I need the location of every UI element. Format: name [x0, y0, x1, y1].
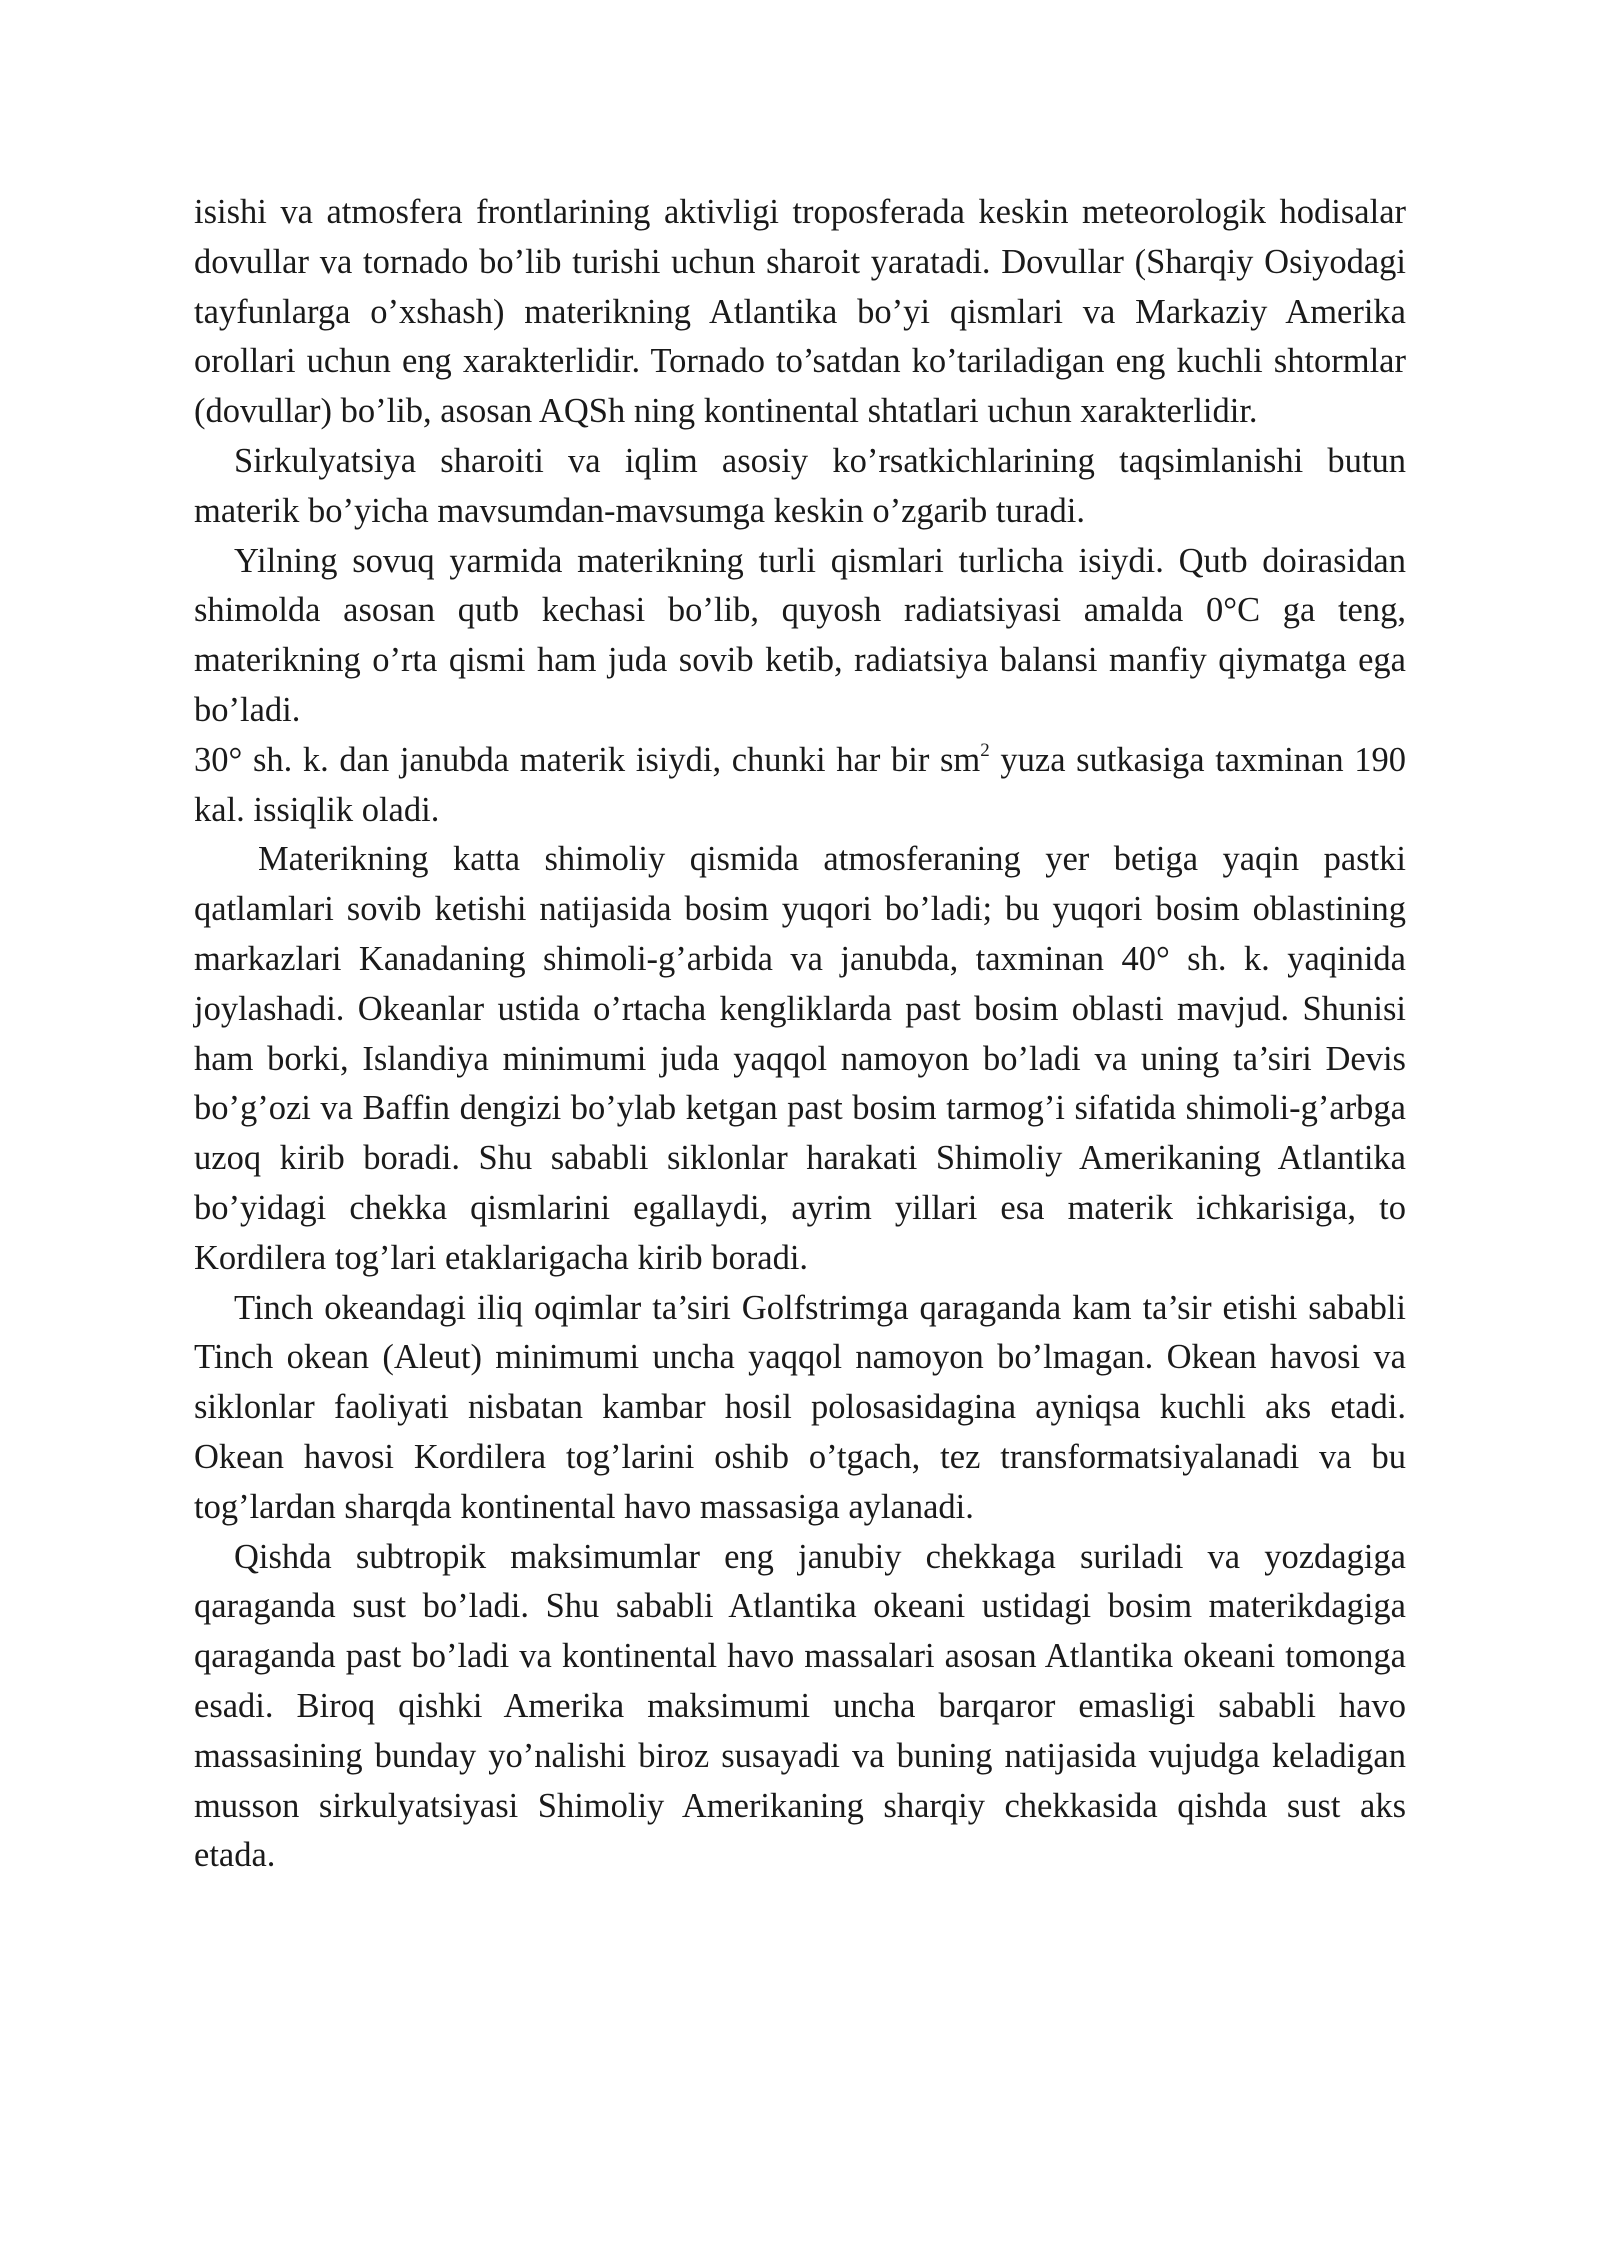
paragraph-2: Sirkulyatsiya sharoiti va iqlim asosiy ko’rsatkichlarining taqsimlanishi butun materik bo’yicha mavsumdan-mavsumga keskin o’zgarib turadi. — [194, 441, 1406, 530]
paragraph-6: Tinch okeandagi iliq oqimlar ta’siri Golfstrimga qaraganda kam ta’sir etishi sababli Tinch okean (Aleut) minimumi uncha yaqqol namoyon bo’lmagan. Okean havosi va siklonlar faoliyati nisbatan kambar hosil polosasidagina ayniqsa kuchli aks etadi. Okean havosi Kordilera tog’larini oshib o’tgach, tez transformatsiyalanadi va bu tog’lardan sharqda kontinental havo massasiga aylanadi. — [194, 1288, 1406, 1526]
paragraph-7: Qishda subtropik maksimumlar eng janubiy chekkaga suriladi va yozdagiga qaraganda sust bo’ladi. Shu sababli Atlantika okeani ustidagi bosim materikdagiga qaraganda past bo’ladi va kontinental havo massalari asosan Atlantika okeani tomonga esadi. Biroq qishki Amerika maksimumi uncha barqaror emasligi sababli havo massasining bunday yo’nalishi biroz susayadi va buning natijasida vujudga keladigan musson sirkulyatsiyasi Shimoliy Amerikaning sharqiy chekkasida qishda sust aks etada. — [194, 1537, 1406, 1875]
paragraph-1: isishi va atmosfera frontlarining aktivligi troposferada keskin meteorologik hodisalar dovullar va tornado bo’lib turishi uchun sharoit yaratadi. Dovullar (Sharqiy Osiyodagi tayfunlarga o’xshash) materikning Atlantika bo’yi qismlari va Markaziy Amerika orollari uchun eng xarakterlidir. Tornado to’satdan ko’tariladigan eng kuchli shtormlar (dovullar) bo’lib, asosan AQSh ning kontinental shtatlari uchun xarakterlidir. — [194, 193, 1406, 431]
paragraph-5: Materikning katta shimoliy qismida atmosferaning yer betiga yaqin pastki qatlamlari sovib ketishi natijasida bosim yuqori bo’ladi; bu yuqori bosim oblastining markazlari Kanadaning shimoli-g’arbida va janubda, taxminan 40° sh. k. yaqinida joylashadi. Okeanlar ustida o’rtacha kengliklarda past bosim oblasti mavjud. Shunisi ham borki, Islandiya minimumi juda yaqqol namoyon bo’ladi va uning ta’siri Devis bo’g’ozi va Baffin dengizi bo’ylab ketgan past bosim tarmog’i sifatida shimoli-g’arbga uzoq kirib boradi. Shu sababli siklonlar harakati Shimoliy Amerikaning Atlantika bo’yidagi chekka qismlarini egallaydi, ayrim yillari esa materik ichkarisiga, to Kordilera tog’lari etaklarigacha kirib boradi. — [194, 840, 1406, 1277]
paragraph-4-text-before: 30° sh. k. dan janubda materik isiydi, chunki har bir sm — [194, 740, 981, 779]
paragraph-4 — [194, 736, 1406, 836]
paragraph-3: Yilning sovuq yarmida materikning turli qismlari turlicha isiydi. Qutb doirasidan shimolda asosan qutb kechasi bo’lib, quyosh radiatsiyasi amalda 0°C ga teng, materikning o’rta qismi ham juda sovib ketib, radiatsiya balansi manfiy qiymatga ega bo’ladi. — [194, 541, 1406, 729]
paragraph-4-text-after: yuza sutkasiga taxminan 190 kal. issiqlik oladi. — [194, 740, 1407, 829]
document-page — [194, 188, 1406, 1881]
superscript-exponent: 2 — [980, 739, 990, 761]
